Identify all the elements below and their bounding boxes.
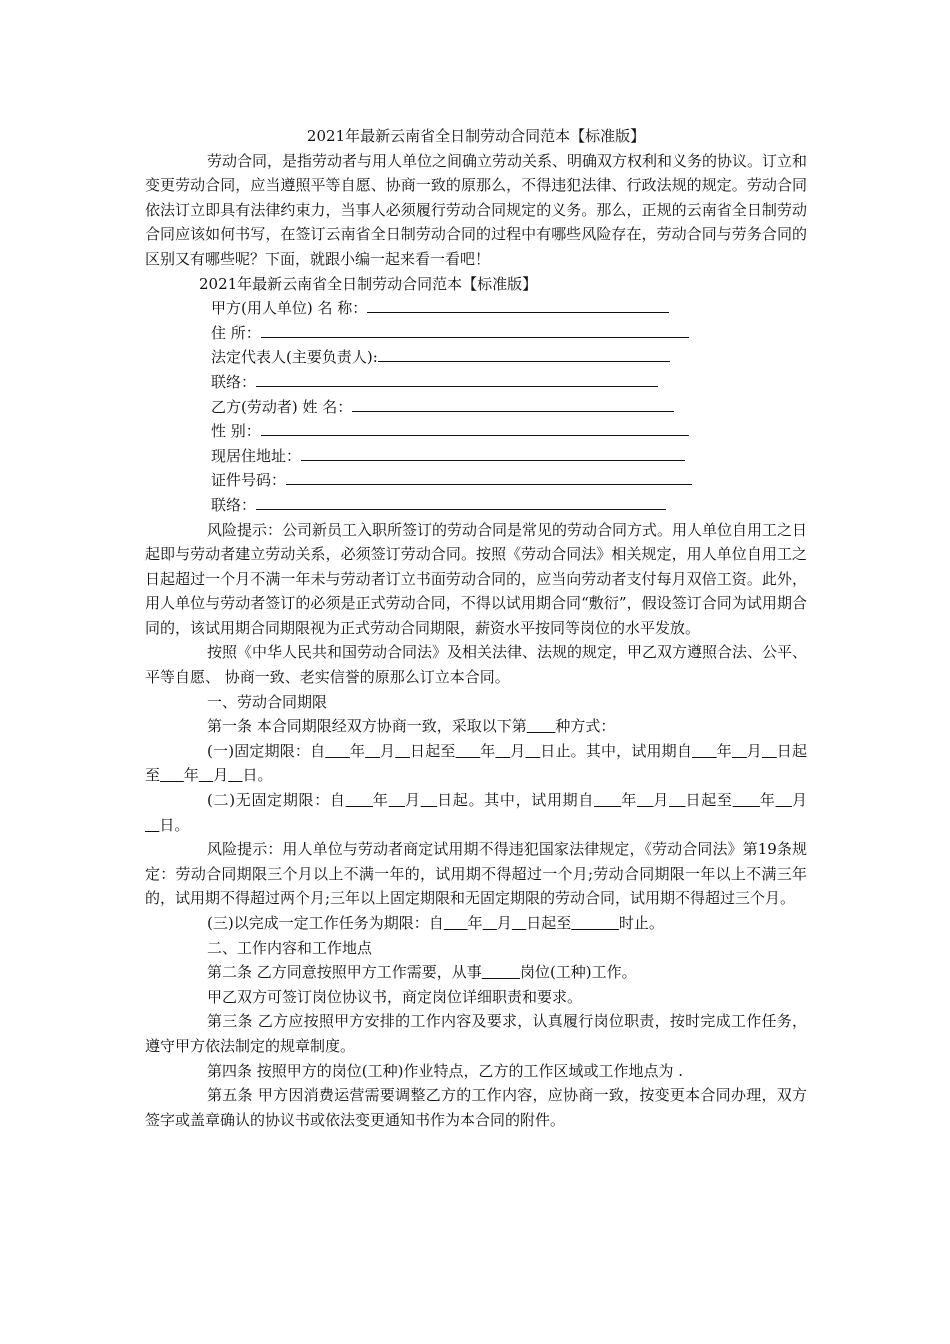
- risk-notice-1: 风险提示：公司新员工入职所签订的劳动合同是常见的劳动合同方式。用人单位自用工之日起即与劳动者建立劳动关系，必须签订劳动合同。按照《劳动合同法》相关规定，用人单位自用工之日起超过一个月不满一年未与劳动者订立书面劳动合同的，应当向劳动者支付每月双倍工资。此外，用人单位与劳动者签订的必须是正式劳动合同，不得以试用期合同“敷衍”，假设签订合同为试用期合同的，该试用期合同期限视为正式劳动合同期限，薪资水平按同等岗位的水平发放。: [145, 520, 808, 637]
- contract-subtitle: 2021年最新云南省全日制劳动合同范本【标准版】: [199, 274, 538, 293]
- section-2-heading: 二、工作内容和工作地点: [207, 938, 373, 957]
- risk-notice-2: 风险提示：用人单位与劳动者商定试用期不得违犯国家法律规定，《劳动合同法》第19条规定：劳动合同期限三个月以上不满一年的，试用期不得超过一个月;劳动合同期限一年以上不满三年的，试用期不得超过两个月;三年以上固定期限和无固定期限的劳动合同，试用期不得超过三个月。: [145, 840, 807, 908]
- article-3: 第三条 乙方应按照甲方安排的工作内容及要求，认真履行岗位职责，按时完成工作任务，遵守甲方依法制定的规章制度。: [145, 1012, 807, 1055]
- section-1-heading: 一、劳动合同期限: [207, 692, 328, 711]
- open-term-option: (二)无固定期限：自 年 月 日起。其中，试用期自 年 月 日起至 年 月 日。: [159, 791, 807, 834]
- id-number-field: 证件号码：: [211, 468, 807, 493]
- party-info-fields: [145, 296, 807, 517]
- party-b-contact-field: 联络：: [211, 493, 807, 518]
- address-field: 住 所：: [211, 321, 807, 346]
- party-a-name-field: 甲方(用人单位) 名 称：: [211, 296, 807, 321]
- residence-field: 现居住地址：: [211, 444, 807, 469]
- article-5: 第五条 甲方因消费运营需要调整乙方的工作内容，应协商一致，按变更本合同办理，双方签字或盖章确认的协议书或依法变更通知书作为本合同的附件。: [145, 1086, 807, 1129]
- gender-field: 性 别：: [211, 419, 807, 444]
- party-b-name-field: 乙方(劳动者) 姓 名：: [211, 395, 807, 420]
- task-term-option: (三)以完成一定工作任务为期限：自 年 月 日起至 时止。: [207, 914, 664, 932]
- legal-basis-paragraph: 按照《中华人民共和国劳动合同法》及相关法律、法规的规定，甲乙双方遵照合法、公平、平等自愿、 协商一致、老实信誉的原那么订立本合同。: [145, 643, 808, 687]
- fixed-term-option: (一)固定期限：自 年 月 日起至 年 月 日止。其中，试用期自 年 月 日起至 年 月 日。: [145, 741, 807, 785]
- article-2: 第二条 乙方同意按照甲方工作需要，从事 岗位(工种)工作。: [207, 963, 637, 982]
- intro-paragraph: 劳动合同，是指劳动者与用人单位之间确立劳动关系、明确双方权利和义务的协议。订立和变更劳动合同，应当遵照平等自愿、协商一致的原那么，不得违犯法律、行政法规的规定。劳动合同依法订立即具有法律约束力，当事人必须履行劳动合同规定的义务。那么，正规的云南省全日制劳动合同应该如何书写，在签订云南省全日制劳动合同的过程中有哪些风险存在，劳动合同与劳务合同的区别又有哪些呢？下面，就跟小编一起来看一看吧！: [145, 151, 808, 268]
- party-a-contact-field: 联络：: [211, 370, 807, 395]
- article-4: 第四条 按照甲方的岗位(工种)作业特点，乙方的工作区域或工作地点为 .: [207, 1061, 684, 1080]
- document-title: 2021年最新云南省全日制劳动合同范本【标准版】: [306, 127, 646, 145]
- document-page: [145, 124, 807, 1132]
- article-2-note: 甲乙双方可签订岗位协议书，商定岗位详细职责和要求。: [207, 987, 583, 1006]
- legal-representative-field: 法定代表人(主要负责人):: [211, 345, 807, 370]
- article-1: 第一条 本合同期限经双方协商一致，采取以下第 种方式：: [207, 717, 616, 736]
